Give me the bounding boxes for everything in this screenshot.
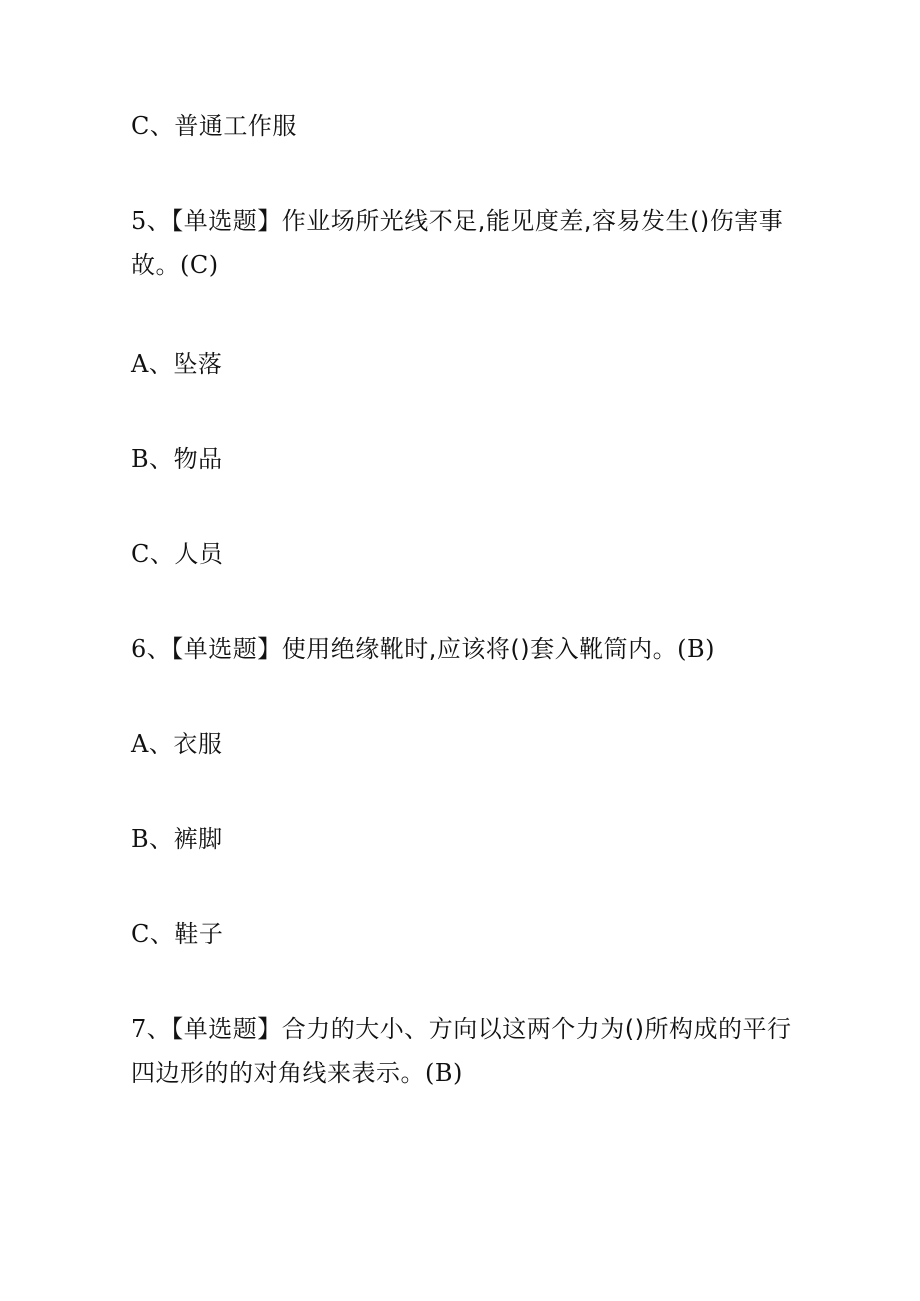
option-separator: 、 — [149, 445, 174, 473]
option-letter: A — [131, 350, 149, 378]
question-type: 【单选题】 — [171, 635, 282, 663]
option-c-q6 — [131, 917, 223, 951]
question-type: 【单选题】 — [171, 207, 282, 235]
question-number: 6 — [131, 635, 147, 663]
option-b-q5 — [131, 442, 223, 476]
option-text: 裤脚 — [173, 825, 223, 853]
option-text: 坠落 — [173, 350, 223, 378]
question-answer: (B) — [425, 1059, 463, 1087]
option-text: 人员 — [174, 540, 224, 568]
option-separator: 、 — [149, 540, 175, 568]
option-text: 鞋子 — [174, 920, 224, 948]
option-a-q5 — [131, 347, 222, 381]
option-letter: C — [131, 112, 150, 140]
question-separator: 、 — [146, 207, 172, 235]
option-letter: B — [131, 445, 150, 473]
option-text: 衣服 — [173, 730, 223, 758]
question-answer: (C) — [180, 251, 219, 279]
question-separator: 、 — [146, 635, 172, 663]
option-letter: B — [131, 825, 150, 853]
option-c-q5 — [131, 537, 223, 571]
option-text: 普通工作服 — [174, 112, 297, 140]
question-type: 【单选题】 — [171, 1015, 282, 1043]
question-answer: (B) — [677, 635, 716, 663]
option-separator: 、 — [149, 825, 174, 853]
option-a-q6 — [131, 727, 222, 761]
question-number: 5 — [131, 207, 147, 235]
question-separator: 、 — [146, 1015, 172, 1043]
question-5 — [131, 199, 801, 287]
question-7 — [131, 1007, 801, 1095]
question-text: 作业场所光线不足,能见度差,容易发生()伤害事故。 — [131, 207, 784, 279]
option-separator: 、 — [149, 920, 175, 948]
option-separator: 、 — [148, 730, 174, 758]
option-letter: A — [131, 730, 149, 758]
question-text: 使用绝缘靴时,应该将()套入靴筒内。 — [281, 635, 678, 663]
option-c-q4 — [131, 109, 297, 143]
option-separator: 、 — [149, 112, 175, 140]
question-text: 合力的大小、方向以这两个力为()所构成的平行四边形的的对角线来表示。 — [131, 1015, 792, 1087]
option-letter: C — [131, 920, 150, 948]
option-text: 物品 — [173, 445, 223, 473]
question-6 — [131, 627, 801, 671]
option-b-q6 — [131, 822, 223, 856]
question-number: 7 — [131, 1015, 147, 1043]
option-separator: 、 — [148, 350, 174, 378]
option-letter: C — [131, 540, 150, 568]
